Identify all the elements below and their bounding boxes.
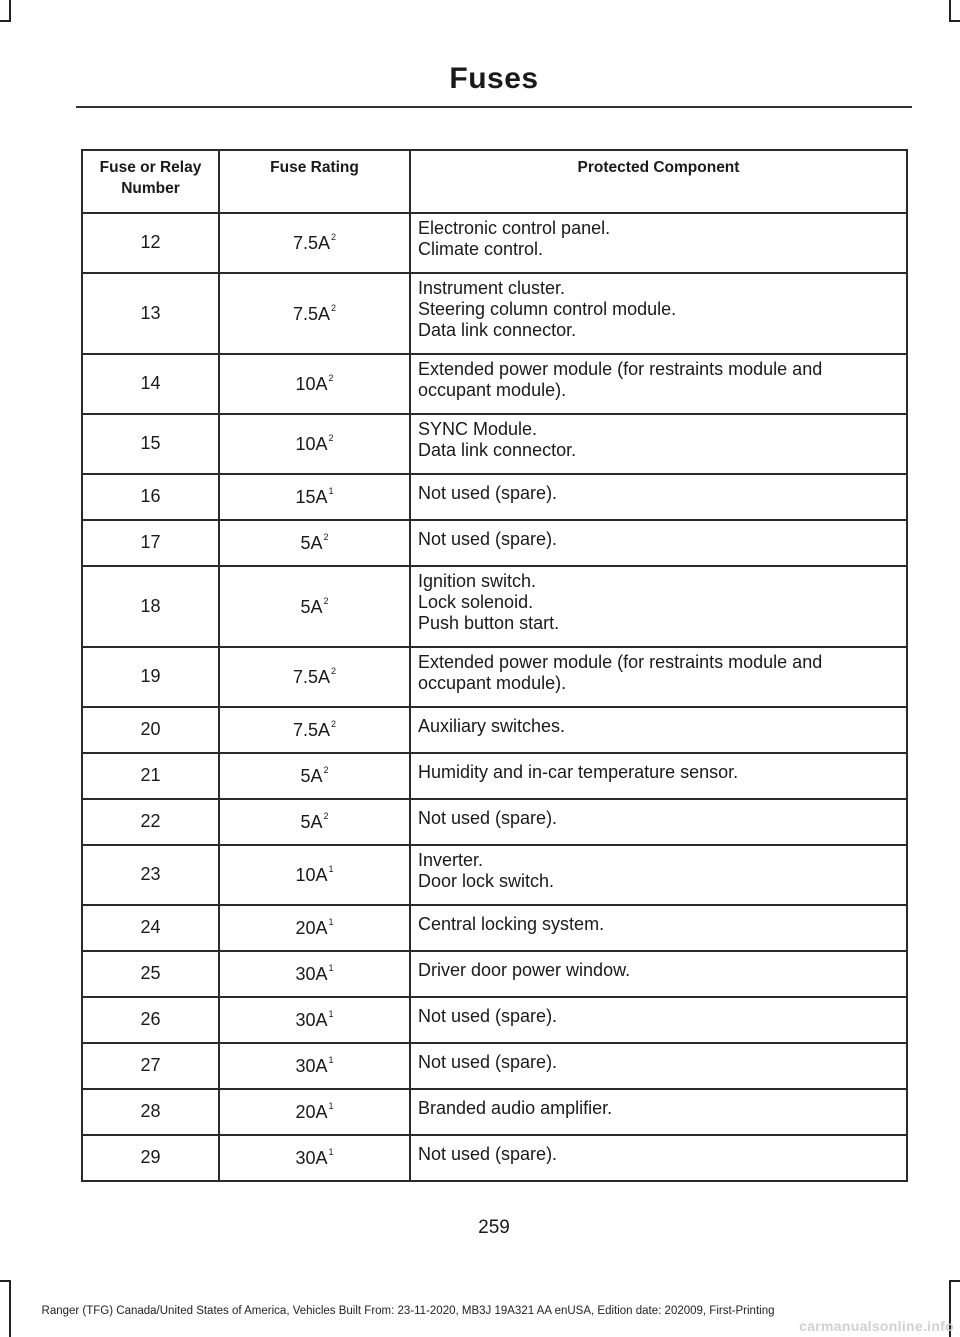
protected-component-cell: [410, 1089, 907, 1135]
protected-component-cell: [410, 753, 907, 799]
fuse-rating-value: 30A: [295, 1056, 328, 1076]
footnote-marker: 2: [323, 595, 329, 606]
column-header-fuse-number: Fuse or Relay Number: [82, 150, 219, 213]
table-row: [82, 1043, 907, 1089]
table-row: [82, 414, 907, 474]
fuse-rating-cell: [219, 753, 410, 799]
footnote-marker: 1: [328, 1147, 334, 1157]
component-line: Not used (spare).: [418, 528, 558, 549]
table-row: [82, 273, 907, 354]
component-line: Not used (spare).: [418, 482, 558, 503]
protected-component-cell: [410, 520, 907, 566]
fuse-number-cell: 27: [82, 1043, 219, 1089]
fuse-rating-value: 30A: [295, 1148, 328, 1168]
column-header-fuse-rating: Fuse Rating: [219, 150, 410, 213]
fuse-rating-cell: [219, 354, 410, 414]
component-line: Climate control.: [418, 239, 544, 259]
table-row: [82, 647, 907, 707]
fuse-number-cell: 29: [82, 1135, 219, 1181]
fuse-rating-value: 5A: [300, 596, 323, 617]
fuse-rating-cell: [219, 474, 410, 520]
protected-component-cell: [410, 474, 907, 520]
table-row: [82, 845, 907, 905]
component-line: Data link connector.: [418, 320, 577, 340]
footnote-marker: 2: [331, 666, 337, 676]
fuse-rating-value: 20A: [295, 918, 328, 938]
component-line: Not used (spare).: [418, 1051, 558, 1072]
fuse-rating-value: 20A: [295, 1102, 328, 1122]
fuse-number-cell: 26: [82, 997, 219, 1043]
footer-edition-text: Ranger (TFG) Canada/United States of America, Vehicles Built From: 23-11-2020, MB3J 19A321 AA enUSA, Edition date: 202009, First-Printing: [41, 1305, 775, 1317]
fuse-rating-cell: [219, 1089, 410, 1135]
component-line: Electronic control panel.: [418, 218, 611, 238]
footnote-marker: 1: [328, 963, 334, 973]
footnote-marker: 2: [328, 433, 334, 443]
fuse-rating-value: 10A: [295, 374, 328, 394]
fuse-rating-cell: [219, 1135, 410, 1181]
table-row: [82, 1135, 907, 1181]
footnote-marker: 1: [328, 1009, 334, 1019]
table-row: [82, 520, 907, 566]
fuse-rating-value: 7.5A: [292, 667, 330, 687]
fuse-rating-cell: [219, 647, 410, 707]
footnote-marker: 2: [331, 719, 337, 729]
footnote-marker: 1: [328, 917, 334, 927]
fuse-rating-value: 5A: [300, 812, 323, 832]
fuse-rating-cell: [219, 566, 410, 647]
fuse-number-cell: 17: [82, 520, 219, 566]
component-line: Ignition switch.: [418, 571, 537, 591]
fuse-rating-value: 7.5A: [292, 233, 330, 253]
fuse-number-cell: 20: [82, 707, 219, 753]
component-line: Instrument cluster.: [418, 278, 566, 298]
table-row: [82, 997, 907, 1043]
component-line: Inverter.: [418, 850, 484, 870]
watermark: carmanualsonline.info: [799, 1318, 954, 1334]
page-title: Fuses: [449, 62, 539, 95]
fuse-number-cell: 24: [82, 905, 219, 951]
fuse-number-cell: 14: [82, 354, 219, 414]
fuse-number-cell: 16: [82, 474, 219, 520]
component-line: Data link connector.: [418, 440, 577, 460]
fuse-rating-value: 5A: [300, 766, 323, 786]
fuse-rating-cell: [219, 951, 410, 997]
protected-component-cell: [410, 1135, 907, 1181]
table-row: [82, 213, 907, 273]
component-line: Door lock switch.: [418, 871, 555, 891]
protected-component-cell: [410, 799, 907, 845]
footnote-marker: 1: [328, 486, 334, 496]
protected-component-cell: [410, 951, 907, 997]
fuse-rating-cell: [219, 997, 410, 1043]
fuse-number-cell: 22: [82, 799, 219, 845]
fuse-table: [81, 149, 908, 1182]
fuse-number-cell: 13: [82, 273, 219, 354]
fuse-rating-cell: [219, 1043, 410, 1089]
protected-component-cell: [410, 273, 907, 354]
fuse-number-cell: 18: [82, 566, 219, 647]
protected-component-cell: [410, 566, 907, 647]
footnote-marker: 2: [328, 373, 334, 383]
fuse-rating-cell: [219, 905, 410, 951]
fuse-rating-value: 10A: [295, 434, 328, 454]
fuse-rating-cell: [219, 520, 410, 566]
table-row: [82, 951, 907, 997]
column-header-protected-component: Protected Component: [410, 150, 907, 213]
component-line: Steering column control module.: [418, 299, 677, 319]
footnote-marker: 2: [331, 232, 337, 242]
footnote-marker: 2: [323, 811, 329, 821]
table-row: [82, 799, 907, 845]
component-line: Extended power module (for restraints module and: [418, 652, 823, 672]
component-line: Humidity and in-car temperature sensor.: [418, 761, 739, 782]
component-line: SYNC Module.: [418, 419, 538, 439]
title-divider: [76, 106, 912, 108]
protected-component-cell: [410, 997, 907, 1043]
footnote-marker: 2: [323, 765, 329, 775]
fuse-rating-value: 7.5A: [292, 720, 330, 740]
table-row: [82, 905, 907, 951]
footnote-marker: 2: [323, 532, 329, 542]
protected-component-cell: [410, 647, 907, 707]
fuse-rating-value: 15A: [295, 487, 328, 507]
table-row: [82, 474, 907, 520]
component-line: Branded audio amplifier.: [418, 1097, 613, 1118]
component-line: Not used (spare).: [418, 807, 558, 828]
protected-component-cell: [410, 905, 907, 951]
protected-component-cell: [410, 845, 907, 905]
component-line: Extended power module (for restraints module and: [418, 359, 823, 379]
protected-component-cell: [410, 414, 907, 474]
crop-mark-top-left: [0, 20, 11, 22]
fuse-number-cell: 19: [82, 647, 219, 707]
fuse-number-cell: 28: [82, 1089, 219, 1135]
component-line: Central locking system.: [418, 913, 605, 934]
fuse-rating-cell: [219, 273, 410, 354]
fuse-number-cell: 21: [82, 753, 219, 799]
crop-mark-top-right: [949, 0, 951, 20]
component-line: Not used (spare).: [418, 1143, 558, 1164]
table-row: [82, 753, 907, 799]
fuse-number-cell: 25: [82, 951, 219, 997]
crop-mark-bottom-right: [949, 1280, 960, 1282]
footnote-marker: 2: [331, 302, 337, 313]
component-line: Lock solenoid.: [418, 592, 534, 612]
table-row: [82, 707, 907, 753]
protected-component-cell: [410, 354, 907, 414]
component-line: Not used (spare).: [418, 1005, 558, 1026]
protected-component-cell: [410, 213, 907, 273]
fuse-number-cell: 23: [82, 845, 219, 905]
crop-mark-top-right: [949, 20, 960, 22]
protected-component-cell: [410, 707, 907, 753]
fuse-rating-cell: [219, 414, 410, 474]
crop-mark-top-left: [9, 0, 11, 20]
fuse-rating-cell: [219, 213, 410, 273]
fuse-rating-value: 30A: [295, 1010, 328, 1030]
footnote-marker: 1: [328, 1101, 334, 1111]
component-line: Driver door power window.: [418, 959, 631, 980]
fuse-rating-value: 10A: [295, 865, 328, 885]
component-line: occupant module).: [418, 380, 567, 400]
page-number: 259: [478, 1217, 510, 1238]
table-row: [82, 354, 907, 414]
fuse-rating-value: 30A: [295, 964, 328, 984]
component-line: Push button start.: [418, 613, 560, 633]
footnote-marker: 1: [328, 1055, 334, 1065]
crop-mark-bottom-left: [0, 1280, 11, 1282]
table-row: [82, 1089, 907, 1135]
fuse-rating-value: 5A: [300, 533, 323, 553]
fuse-rating-cell: [219, 799, 410, 845]
fuse-rating-cell: [219, 707, 410, 753]
component-line: Auxiliary switches.: [418, 715, 566, 736]
protected-component-cell: [410, 1043, 907, 1089]
fuse-number-cell: 15: [82, 414, 219, 474]
fuse-rating-cell: [219, 845, 410, 905]
table-header-row: [82, 150, 907, 213]
component-line: occupant module).: [418, 673, 567, 693]
footnote-marker: 1: [328, 864, 334, 874]
fuse-number-cell: 12: [82, 213, 219, 273]
fuse-rating-value: 7.5A: [292, 303, 330, 324]
table-row: [82, 566, 907, 647]
